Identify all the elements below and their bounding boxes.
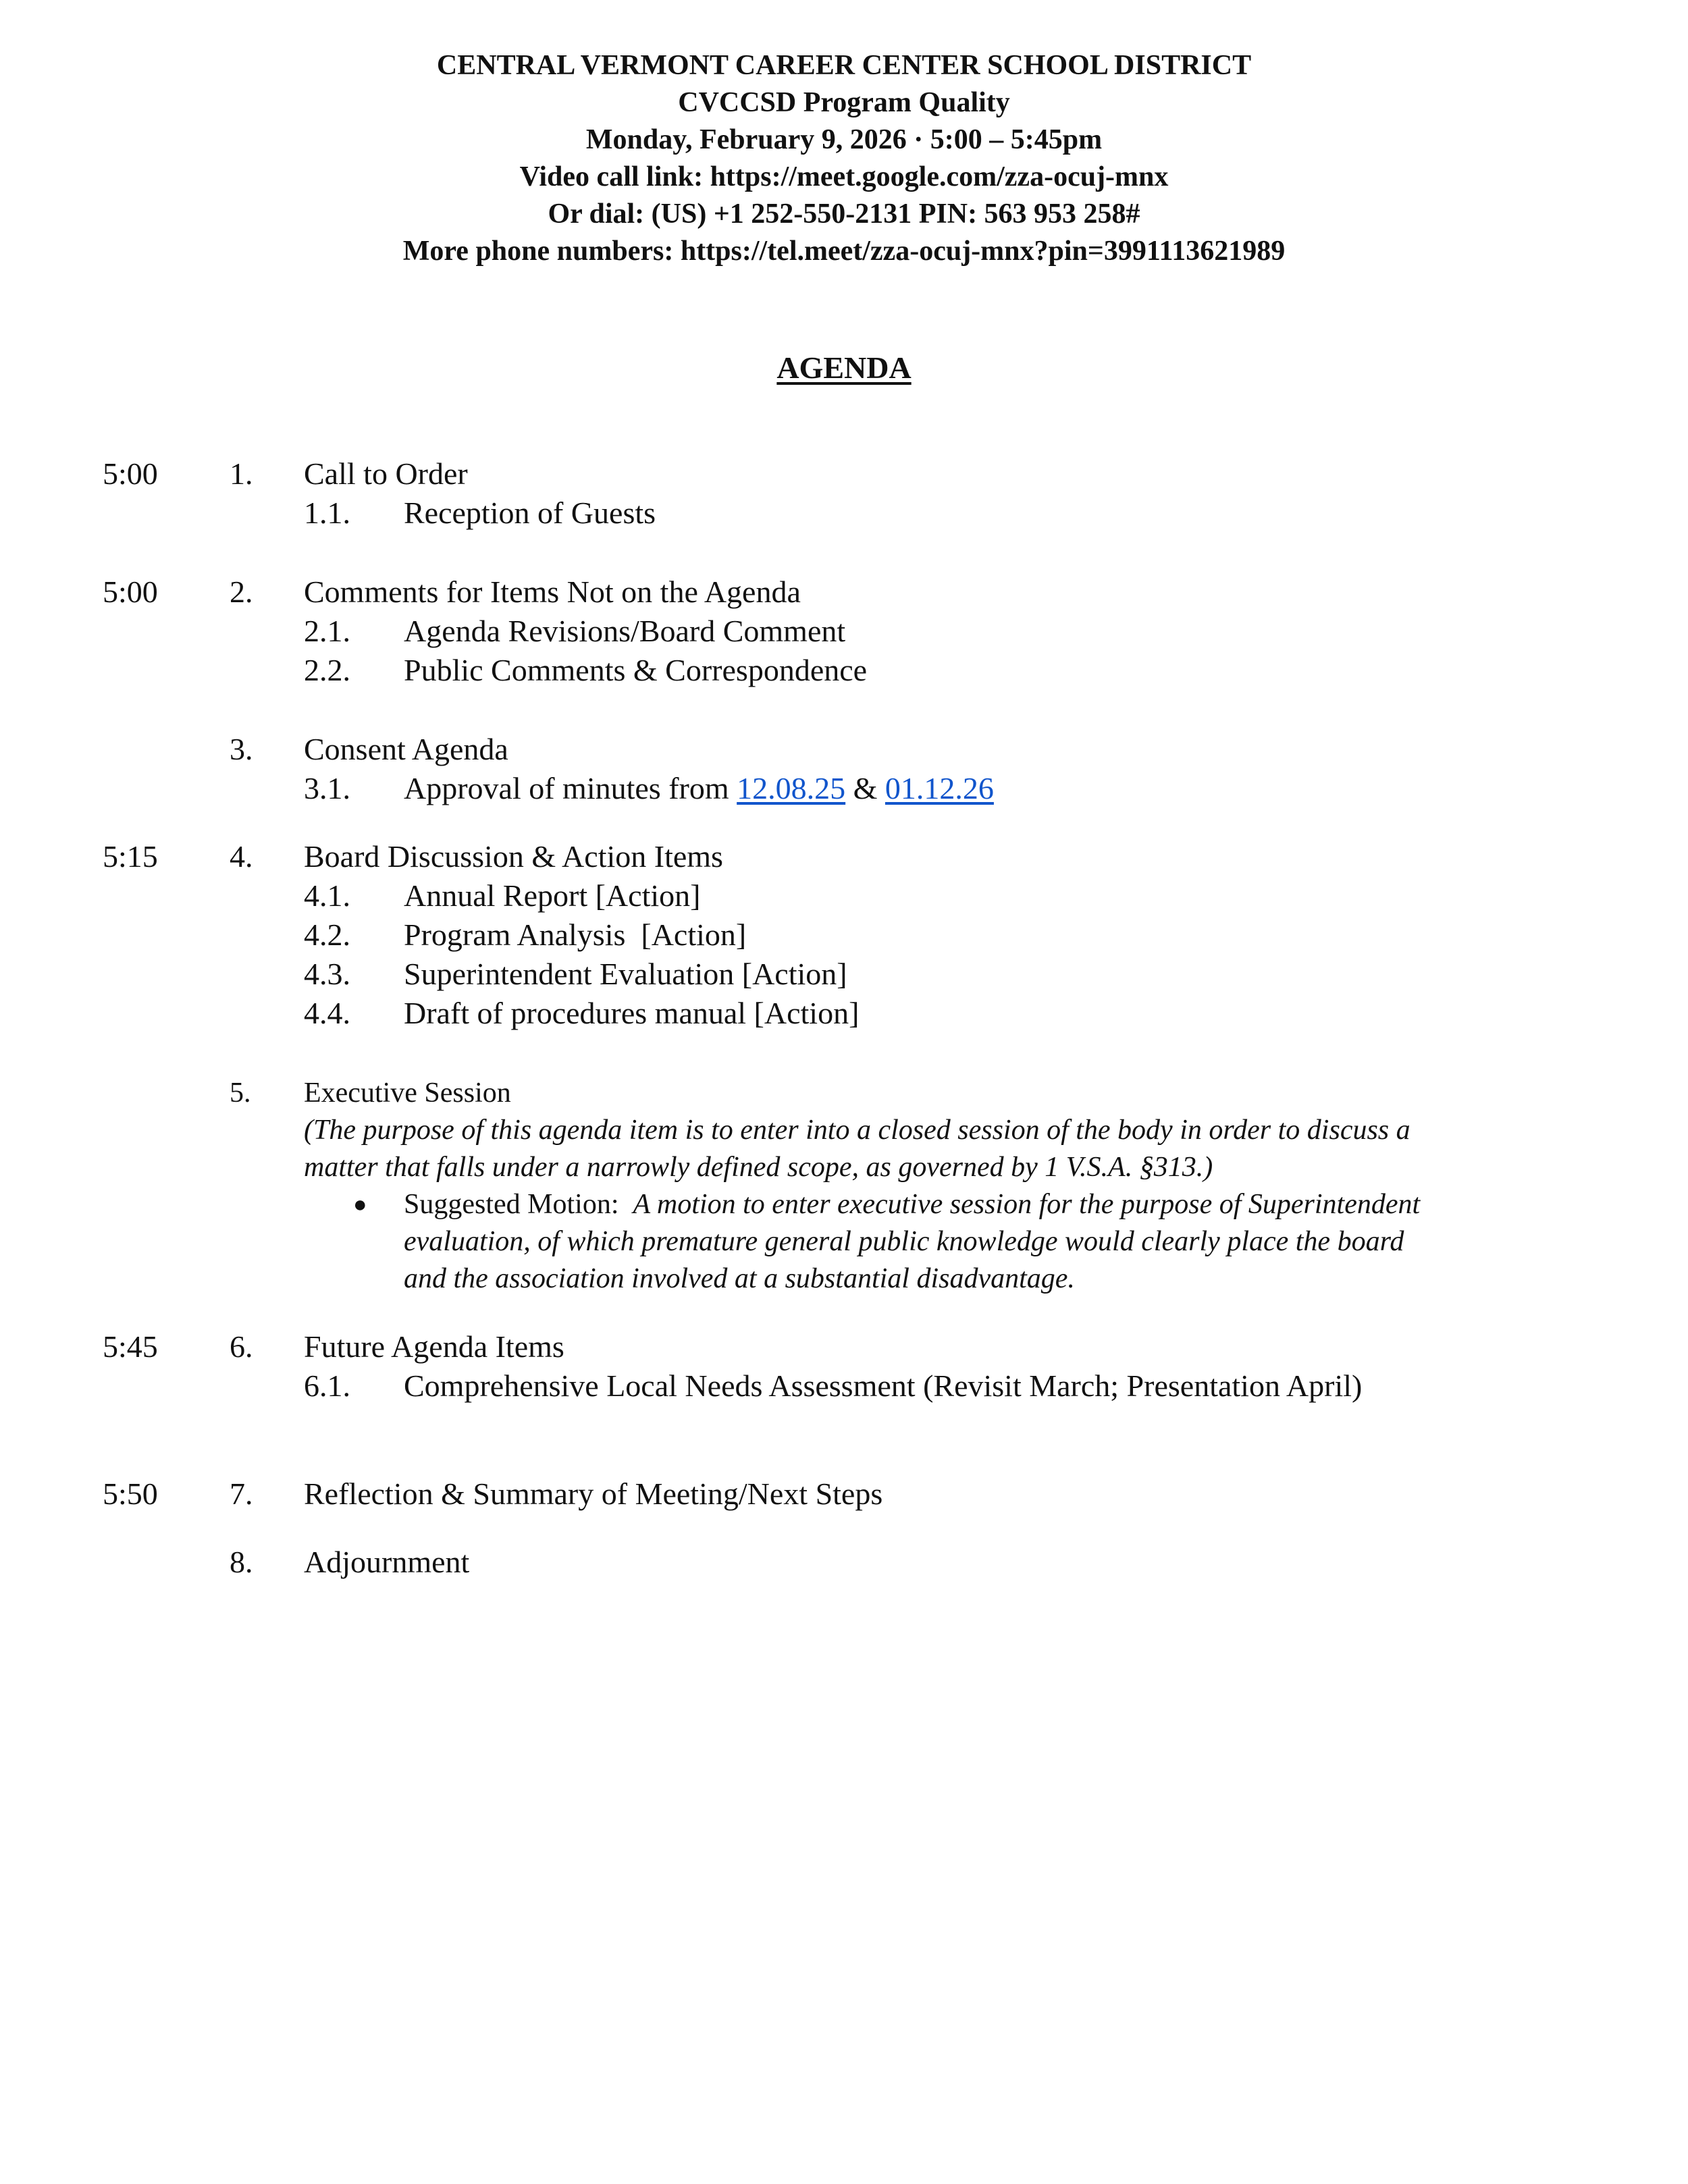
subitem-label: Agenda Revisions/Board Comment (404, 614, 846, 648)
agenda-item-5 (0, 1075, 1688, 1112)
item-number: 8. (230, 1545, 253, 1579)
meeting-datetime: Monday, February 9, 2026 · 5:00 – 5:45pm (585, 124, 1103, 155)
agenda-subitem-1-1 (0, 493, 1688, 533)
executive-session-purpose-line-2 (0, 1149, 1688, 1186)
item-number: 2. (230, 575, 253, 609)
agenda-item-6 (0, 1327, 1688, 1367)
agenda-subitem-4-4 (0, 993, 1688, 1034)
agenda-subitem-4-2 (0, 915, 1688, 955)
purpose-text: (The purpose of this agenda item is to enter into a closed session of the body in order to discuss a (304, 1115, 1410, 1146)
item-number: 1. (230, 456, 253, 491)
suggested-motion-line-2 (0, 1223, 1688, 1260)
document-header (0, 47, 1688, 270)
subitem-label: Comprehensive Local Needs Assessment (Revisit March; Presentation April) (404, 1368, 1363, 1403)
subitem-number: 4.2. (304, 917, 350, 952)
item-time: 5:00 (103, 575, 158, 609)
subitem-number: 6.1. (304, 1368, 350, 1403)
subitem-number: 4.1. (304, 878, 350, 913)
agenda-item-4 (0, 836, 1688, 877)
agenda-subitem-4-1 (0, 876, 1688, 916)
item-time: 5:00 (103, 456, 158, 491)
bullet-icon: ● (353, 1192, 367, 1217)
subitem-number: 1.1. (304, 496, 350, 530)
item-label: Board Discussion & Action Items (304, 839, 723, 874)
item-label: Future Agenda Items (304, 1329, 564, 1364)
minutes-link-01-12-26[interactable]: 01.12.26 (885, 771, 994, 805)
suggested-motion-line-1 (0, 1186, 1688, 1223)
executive-session-purpose-line-1 (0, 1112, 1688, 1149)
agenda-item-8 (0, 1542, 1688, 1582)
subitem-label: Superintendent Evaluation [Action] (404, 957, 847, 991)
agenda-subitem-6-1 (0, 1366, 1688, 1406)
subitem-number: 4.3. (304, 957, 350, 991)
item-time: 5:15 (103, 839, 158, 874)
item-label: Call to Order (304, 456, 468, 491)
suggested-motion (404, 1186, 1420, 1223)
subitem-label-with-links (404, 768, 994, 809)
subitem-number: 2.1. (304, 614, 350, 648)
suggested-motion-line-3 (0, 1260, 1688, 1298)
subitem-number: 3.1. (304, 771, 350, 805)
motion-text: evaluation, of which premature general public knowledge would clearly place the board (404, 1226, 1404, 1257)
agenda-subitem-2-2 (0, 650, 1688, 691)
more-phone-numbers: More phone numbers: https://tel.meet/zza-ocuj-mnx?pin=3991113621989 (402, 236, 1286, 267)
purpose-text: matter that falls under a narrowly defined scope, as governed by 1 V.S.A. §313.) (304, 1152, 1213, 1183)
motion-text: A motion to enter executive session for the purpose of Superintendent (633, 1189, 1421, 1220)
video-call-link: Video call link: https://meet.google.com/zza-ocuj-mnx (519, 161, 1169, 192)
subitem-label: Draft of procedures manual [Action] (404, 996, 860, 1030)
item-label: Reflection & Summary of Meeting/Next Steps (304, 1476, 883, 1511)
item-number: 4. (230, 839, 253, 874)
item-time: 5:45 (103, 1329, 158, 1364)
item-number: 6. (230, 1329, 253, 1364)
agenda-title: AGENDA (776, 350, 912, 385)
agenda-subitem-3-1 (0, 768, 1688, 809)
subitem-label: Public Comments & Correspondence (404, 653, 868, 687)
ampersand-text: & (845, 771, 885, 805)
agenda-item-2 (0, 572, 1688, 612)
agenda-subitem-4-3 (0, 954, 1688, 994)
item-number: 5. (230, 1077, 251, 1109)
item-time: 5:50 (103, 1476, 158, 1511)
item-label: Consent Agenda (304, 732, 508, 766)
subitem-label: Program Analysis [Action] (404, 917, 747, 952)
subitem-label: Reception of Guests (404, 496, 656, 530)
subitem-label: Annual Report [Action] (404, 878, 701, 913)
minutes-link-12-08-25[interactable]: 12.08.25 (737, 771, 846, 805)
motion-text: and the association involved at a substantial disadvantage. (404, 1263, 1075, 1294)
agenda-item-7 (0, 1474, 1688, 1514)
subitem-number: 4.4. (304, 996, 350, 1030)
subitem-number: 2.2. (304, 653, 350, 687)
item-number: 7. (230, 1476, 253, 1511)
dial-in-info: Or dial: (US) +1 252-550-2131 PIN: 563 953 258# (548, 198, 1140, 230)
item-label: Executive Session (304, 1077, 511, 1109)
org-name: CENTRAL VERMONT CAREER CENTER SCHOOL DISTRICT (436, 50, 1252, 81)
agenda-item-1 (0, 454, 1688, 494)
agenda-item-3 (0, 729, 1688, 770)
committee-name: CVCCSD Program Quality (678, 87, 1010, 118)
item-number: 3. (230, 732, 253, 766)
motion-label: Suggested Motion: (404, 1189, 633, 1220)
agenda-subitem-2-1 (0, 611, 1688, 651)
item-label: Adjournment (304, 1545, 470, 1579)
item-label: Comments for Items Not on the Agenda (304, 575, 801, 609)
minutes-approval-text: Approval of minutes from (404, 771, 737, 805)
